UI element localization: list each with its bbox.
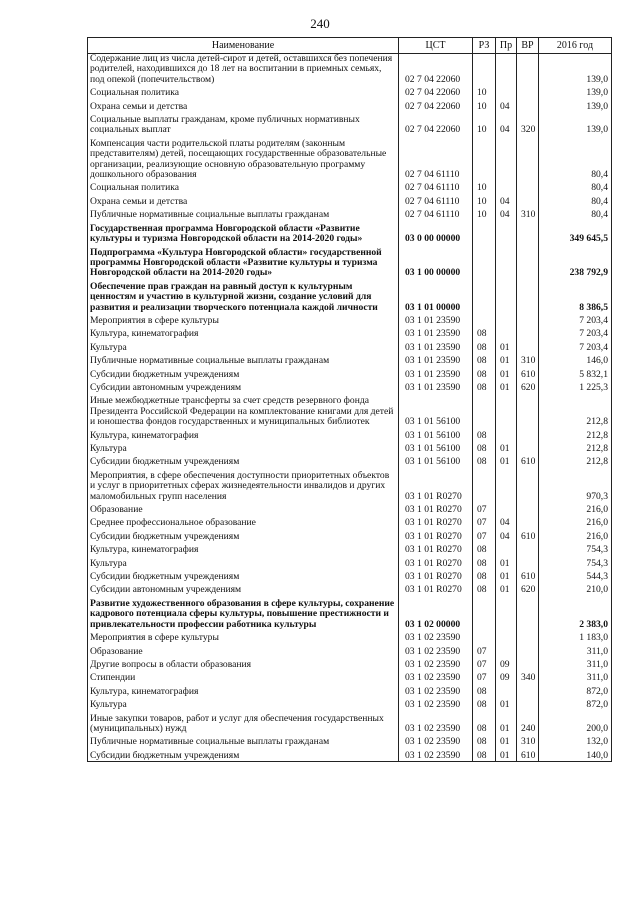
cell-vr bbox=[517, 393, 539, 427]
cell-name: Субсидии автономным учреждениям bbox=[88, 582, 399, 595]
header-pr: Пр bbox=[496, 38, 517, 54]
cell-cst: 03 1 01 R0270 bbox=[399, 542, 473, 555]
table-row bbox=[88, 136, 612, 181]
cell-pr bbox=[496, 542, 517, 555]
cell-pr: 01 bbox=[496, 748, 517, 762]
cell-amount: 139,0 bbox=[539, 54, 612, 86]
cell-amount: 349 645,5 bbox=[539, 221, 612, 245]
cell-rz bbox=[473, 596, 496, 630]
cell-vr: 240 bbox=[517, 711, 539, 735]
cell-cst: 03 1 02 23590 bbox=[399, 630, 473, 643]
cell-amount: 212,8 bbox=[539, 454, 612, 467]
cell-pr: 01 bbox=[496, 340, 517, 353]
cell-rz bbox=[473, 393, 496, 427]
cell-amount: 7 203,4 bbox=[539, 326, 612, 339]
cell-cst: 03 1 01 R0270 bbox=[399, 515, 473, 528]
table-row bbox=[88, 454, 612, 467]
cell-pr: 01 bbox=[496, 454, 517, 467]
cell-amount: 212,8 bbox=[539, 441, 612, 454]
cell-pr bbox=[496, 644, 517, 657]
cell-cst: 03 1 01 56100 bbox=[399, 428, 473, 441]
table-row bbox=[88, 393, 612, 427]
cell-name: Охрана семьи и детства bbox=[88, 99, 399, 112]
cell-vr bbox=[517, 136, 539, 181]
cell-vr bbox=[517, 630, 539, 643]
cell-rz: 08 bbox=[473, 556, 496, 569]
cell-cst: 02 7 04 61110 bbox=[399, 180, 473, 193]
cell-name: Субсидии бюджетным учреждениям bbox=[88, 454, 399, 467]
table-row bbox=[88, 85, 612, 98]
cell-name: Мероприятия, в сфере обеспечения доступности приоритетных объектов и услуг в приоритетных сферах жизнедеятельности инвалидов и других маломобильных групп населения bbox=[88, 468, 399, 502]
table-row bbox=[88, 644, 612, 657]
cell-rz: 08 bbox=[473, 380, 496, 393]
cell-pr bbox=[496, 630, 517, 643]
cell-cst: 03 1 02 23590 bbox=[399, 657, 473, 670]
table-row bbox=[88, 697, 612, 710]
cell-pr: 09 bbox=[496, 670, 517, 683]
cell-vr: 310 bbox=[517, 353, 539, 366]
header-cst: ЦСТ bbox=[399, 38, 473, 54]
cell-cst: 02 7 04 61110 bbox=[399, 207, 473, 220]
cell-name: Культура, кинематография bbox=[88, 326, 399, 339]
cell-amount: 311,0 bbox=[539, 657, 612, 670]
cell-rz: 08 bbox=[473, 454, 496, 467]
cell-vr bbox=[517, 54, 539, 86]
cell-amount: 238 792,9 bbox=[539, 245, 612, 279]
cell-rz: 08 bbox=[473, 684, 496, 697]
cell-name: Государственная программа Новгородской области «Развитие культуры и туризма Новгородской области на 2014-2020 годы» bbox=[88, 221, 399, 245]
cell-cst: 02 7 04 22060 bbox=[399, 54, 473, 86]
table-row bbox=[88, 54, 612, 86]
cell-pr bbox=[496, 313, 517, 326]
cell-amount: 311,0 bbox=[539, 670, 612, 683]
cell-cst: 03 1 00 00000 bbox=[399, 245, 473, 279]
cell-rz: 10 bbox=[473, 180, 496, 193]
cell-name: Субсидии автономным учреждениям bbox=[88, 380, 399, 393]
cell-pr: 01 bbox=[496, 380, 517, 393]
cell-cst: 03 0 00 00000 bbox=[399, 221, 473, 245]
cell-vr bbox=[517, 245, 539, 279]
cell-pr bbox=[496, 245, 517, 279]
table-row bbox=[88, 441, 612, 454]
cell-vr bbox=[517, 596, 539, 630]
header-name: Наименование bbox=[88, 38, 399, 54]
cell-amount: 5 832,1 bbox=[539, 367, 612, 380]
table-row bbox=[88, 556, 612, 569]
cell-pr: 01 bbox=[496, 697, 517, 710]
cell-cst: 03 1 01 23590 bbox=[399, 313, 473, 326]
cell-name: Публичные нормативные социальные выплаты гражданам bbox=[88, 353, 399, 366]
header-vr: ВР bbox=[517, 38, 539, 54]
cell-cst: 03 1 01 56100 bbox=[399, 441, 473, 454]
table-row bbox=[88, 112, 612, 136]
cell-pr: 01 bbox=[496, 556, 517, 569]
page-number: 240 bbox=[310, 16, 330, 31]
cell-cst: 03 1 02 23590 bbox=[399, 644, 473, 657]
cell-rz: 07 bbox=[473, 670, 496, 683]
cell-cst: 03 1 01 56100 bbox=[399, 454, 473, 467]
cell-pr: 04 bbox=[496, 99, 517, 112]
cell-rz: 08 bbox=[473, 711, 496, 735]
cell-rz: 08 bbox=[473, 353, 496, 366]
cell-vr: 610 bbox=[517, 367, 539, 380]
table-row bbox=[88, 380, 612, 393]
cell-amount: 216,0 bbox=[539, 502, 612, 515]
cell-cst: 03 1 01 23590 bbox=[399, 340, 473, 353]
cell-amount: 210,0 bbox=[539, 582, 612, 595]
cell-vr bbox=[517, 313, 539, 326]
cell-cst: 02 7 04 22060 bbox=[399, 112, 473, 136]
cell-pr: 04 bbox=[496, 207, 517, 220]
table-row bbox=[88, 353, 612, 366]
cell-rz: 07 bbox=[473, 529, 496, 542]
cell-name: Развитие художественного образования в сфере культуры, сохранение кадрового потенциала сферы культуры, повышение престижности и привлекательности профессии работника культуры bbox=[88, 596, 399, 630]
cell-vr bbox=[517, 221, 539, 245]
table-row bbox=[88, 428, 612, 441]
cell-pr: 01 bbox=[496, 367, 517, 380]
cell-pr bbox=[496, 393, 517, 427]
cell-rz: 10 bbox=[473, 99, 496, 112]
cell-name: Субсидии бюджетным учреждениям bbox=[88, 569, 399, 582]
cell-vr: 610 bbox=[517, 748, 539, 762]
cell-pr: 04 bbox=[496, 112, 517, 136]
cell-amount: 754,3 bbox=[539, 542, 612, 555]
cell-vr bbox=[517, 684, 539, 697]
cell-name: Субсидии бюджетным учреждениям bbox=[88, 367, 399, 380]
cell-name: Культура, кинематография bbox=[88, 542, 399, 555]
cell-vr bbox=[517, 657, 539, 670]
cell-vr bbox=[517, 99, 539, 112]
table-row bbox=[88, 367, 612, 380]
cell-pr bbox=[496, 326, 517, 339]
cell-amount: 139,0 bbox=[539, 85, 612, 98]
cell-vr bbox=[517, 542, 539, 555]
cell-rz bbox=[473, 468, 496, 502]
table-row bbox=[88, 194, 612, 207]
cell-amount: 212,8 bbox=[539, 428, 612, 441]
cell-name: Культура, кинематография bbox=[88, 684, 399, 697]
cell-rz: 10 bbox=[473, 207, 496, 220]
cell-amount: 1 225,3 bbox=[539, 380, 612, 393]
cell-rz: 08 bbox=[473, 326, 496, 339]
cell-name: Образование bbox=[88, 644, 399, 657]
table-row bbox=[88, 748, 612, 762]
cell-cst: 03 1 02 23590 bbox=[399, 670, 473, 683]
cell-pr: 04 bbox=[496, 515, 517, 528]
cell-name: Социальная политика bbox=[88, 180, 399, 193]
cell-rz: 10 bbox=[473, 85, 496, 98]
cell-name: Среднее профессиональное образование bbox=[88, 515, 399, 528]
cell-amount: 139,0 bbox=[539, 112, 612, 136]
cell-pr bbox=[496, 468, 517, 502]
table-row bbox=[88, 684, 612, 697]
cell-amount: 544,3 bbox=[539, 569, 612, 582]
cell-vr bbox=[517, 468, 539, 502]
budget-table-container bbox=[87, 37, 611, 762]
cell-pr bbox=[496, 136, 517, 181]
cell-pr: 01 bbox=[496, 582, 517, 595]
cell-amount: 140,0 bbox=[539, 748, 612, 762]
cell-cst: 03 1 02 23590 bbox=[399, 684, 473, 697]
cell-cst: 03 1 01 23590 bbox=[399, 353, 473, 366]
cell-amount: 311,0 bbox=[539, 644, 612, 657]
cell-pr: 01 bbox=[496, 569, 517, 582]
cell-name: Культура, кинематография bbox=[88, 428, 399, 441]
cell-rz: 08 bbox=[473, 697, 496, 710]
table-row bbox=[88, 326, 612, 339]
table-row bbox=[88, 711, 612, 735]
cell-vr: 610 bbox=[517, 569, 539, 582]
cell-rz: 08 bbox=[473, 748, 496, 762]
cell-name: Обеспечение прав граждан на равный доступ к культурным ценностям и участию в культурной жизни, создание условий для развития и реализации творческого потенциала каждой личности bbox=[88, 279, 399, 313]
cell-name: Другие вопросы в области образования bbox=[88, 657, 399, 670]
cell-rz bbox=[473, 54, 496, 86]
table-body bbox=[88, 54, 612, 762]
table-row bbox=[88, 99, 612, 112]
cell-cst: 03 1 02 23590 bbox=[399, 711, 473, 735]
cell-pr: 09 bbox=[496, 657, 517, 670]
table-row bbox=[88, 657, 612, 670]
cell-vr bbox=[517, 340, 539, 353]
cell-cst: 03 1 02 23590 bbox=[399, 697, 473, 710]
cell-cst: 03 1 01 00000 bbox=[399, 279, 473, 313]
cell-name: Культура bbox=[88, 556, 399, 569]
table-row bbox=[88, 221, 612, 245]
cell-amount: 146,0 bbox=[539, 353, 612, 366]
table-row bbox=[88, 340, 612, 353]
table-row bbox=[88, 502, 612, 515]
budget-table bbox=[87, 37, 612, 762]
table-row bbox=[88, 279, 612, 313]
table-row bbox=[88, 207, 612, 220]
cell-pr: 01 bbox=[496, 734, 517, 747]
cell-cst: 02 7 04 22060 bbox=[399, 85, 473, 98]
cell-cst: 03 1 02 00000 bbox=[399, 596, 473, 630]
cell-pr bbox=[496, 180, 517, 193]
cell-amount: 872,0 bbox=[539, 684, 612, 697]
cell-vr bbox=[517, 556, 539, 569]
cell-pr bbox=[496, 502, 517, 515]
cell-amount: 80,4 bbox=[539, 207, 612, 220]
cell-rz: 08 bbox=[473, 542, 496, 555]
cell-rz: 08 bbox=[473, 340, 496, 353]
cell-pr bbox=[496, 596, 517, 630]
cell-amount: 8 386,5 bbox=[539, 279, 612, 313]
cell-vr bbox=[517, 502, 539, 515]
cell-vr: 310 bbox=[517, 207, 539, 220]
cell-cst: 03 1 02 23590 bbox=[399, 734, 473, 747]
cell-pr: 04 bbox=[496, 529, 517, 542]
cell-name: Социальные выплаты гражданам, кроме публичных нормативных социальных выплат bbox=[88, 112, 399, 136]
cell-pr bbox=[496, 54, 517, 86]
table-row bbox=[88, 670, 612, 683]
cell-amount: 212,8 bbox=[539, 393, 612, 427]
cell-vr bbox=[517, 697, 539, 710]
cell-rz: 10 bbox=[473, 112, 496, 136]
cell-vr bbox=[517, 515, 539, 528]
table-row bbox=[88, 582, 612, 595]
cell-cst: 03 1 02 23590 bbox=[399, 748, 473, 762]
cell-name: Иные закупки товаров, работ и услуг для обеспечения государственных (муниципальных) нужд bbox=[88, 711, 399, 735]
cell-cst: 02 7 04 61110 bbox=[399, 136, 473, 181]
cell-cst: 03 1 01 23590 bbox=[399, 367, 473, 380]
cell-rz: 07 bbox=[473, 644, 496, 657]
cell-rz: 08 bbox=[473, 569, 496, 582]
cell-name: Компенсация части родительской платы родителям (законным представителям) детей, посещающих государственные образовательные организации, реализующие основную образовательную программу дошкольного образования bbox=[88, 136, 399, 181]
cell-cst: 02 7 04 22060 bbox=[399, 99, 473, 112]
cell-amount: 7 203,4 bbox=[539, 313, 612, 326]
cell-name: Подпрограмма «Культура Новгородской области» государственной программы Новгородской области «Развитие культуры и туризма Новгородской области на 2014-2020 годы» bbox=[88, 245, 399, 279]
cell-amount: 80,4 bbox=[539, 180, 612, 193]
cell-name: Субсидии бюджетным учреждениям bbox=[88, 529, 399, 542]
cell-pr: 01 bbox=[496, 441, 517, 454]
cell-rz: 08 bbox=[473, 428, 496, 441]
cell-cst: 03 1 01 R0270 bbox=[399, 569, 473, 582]
cell-cst: 03 1 01 56100 bbox=[399, 393, 473, 427]
cell-name: Субсидии бюджетным учреждениям bbox=[88, 748, 399, 762]
cell-name: Социальная политика bbox=[88, 85, 399, 98]
table-row bbox=[88, 630, 612, 643]
cell-vr bbox=[517, 180, 539, 193]
cell-rz bbox=[473, 313, 496, 326]
cell-name: Культура bbox=[88, 697, 399, 710]
cell-amount: 1 183,0 bbox=[539, 630, 612, 643]
cell-vr: 620 bbox=[517, 582, 539, 595]
cell-amount: 139,0 bbox=[539, 99, 612, 112]
cell-amount: 200,0 bbox=[539, 711, 612, 735]
cell-rz bbox=[473, 221, 496, 245]
table-row bbox=[88, 468, 612, 502]
cell-cst: 03 1 01 R0270 bbox=[399, 468, 473, 502]
cell-vr bbox=[517, 194, 539, 207]
cell-vr bbox=[517, 279, 539, 313]
cell-cst: 03 1 01 R0270 bbox=[399, 556, 473, 569]
cell-pr bbox=[496, 684, 517, 697]
cell-rz: 07 bbox=[473, 502, 496, 515]
table-row bbox=[88, 734, 612, 747]
cell-pr bbox=[496, 279, 517, 313]
table-row bbox=[88, 569, 612, 582]
cell-cst: 03 1 01 R0270 bbox=[399, 529, 473, 542]
cell-name: Культура bbox=[88, 340, 399, 353]
cell-cst: 02 7 04 61110 bbox=[399, 194, 473, 207]
cell-vr: 610 bbox=[517, 454, 539, 467]
table-row bbox=[88, 542, 612, 555]
cell-amount: 970,3 bbox=[539, 468, 612, 502]
cell-pr bbox=[496, 85, 517, 98]
cell-rz: 07 bbox=[473, 657, 496, 670]
cell-rz bbox=[473, 136, 496, 181]
cell-cst: 03 1 01 R0270 bbox=[399, 502, 473, 515]
cell-name: Публичные нормативные социальные выплаты гражданам bbox=[88, 207, 399, 220]
cell-rz bbox=[473, 630, 496, 643]
cell-cst: 03 1 01 23590 bbox=[399, 326, 473, 339]
cell-pr: 01 bbox=[496, 353, 517, 366]
cell-rz: 08 bbox=[473, 441, 496, 454]
cell-name: Мероприятия в сфере культуры bbox=[88, 313, 399, 326]
cell-name: Стипендии bbox=[88, 670, 399, 683]
cell-name: Публичные нормативные социальные выплаты гражданам bbox=[88, 734, 399, 747]
cell-vr bbox=[517, 441, 539, 454]
cell-pr: 01 bbox=[496, 711, 517, 735]
table-header bbox=[88, 38, 612, 54]
cell-vr bbox=[517, 85, 539, 98]
cell-amount: 80,4 bbox=[539, 194, 612, 207]
cell-rz: 08 bbox=[473, 734, 496, 747]
table-row bbox=[88, 529, 612, 542]
cell-cst: 03 1 01 R0270 bbox=[399, 582, 473, 595]
cell-amount: 216,0 bbox=[539, 515, 612, 528]
table-row bbox=[88, 180, 612, 193]
cell-vr: 310 bbox=[517, 734, 539, 747]
cell-amount: 80,4 bbox=[539, 136, 612, 181]
table-row bbox=[88, 313, 612, 326]
cell-rz: 07 bbox=[473, 515, 496, 528]
cell-amount: 872,0 bbox=[539, 697, 612, 710]
cell-amount: 216,0 bbox=[539, 529, 612, 542]
cell-amount: 132,0 bbox=[539, 734, 612, 747]
cell-pr bbox=[496, 221, 517, 245]
cell-cst: 03 1 01 23590 bbox=[399, 380, 473, 393]
cell-rz bbox=[473, 245, 496, 279]
cell-name: Охрана семьи и детства bbox=[88, 194, 399, 207]
cell-amount: 7 203,4 bbox=[539, 340, 612, 353]
cell-amount: 2 383,0 bbox=[539, 596, 612, 630]
cell-pr bbox=[496, 428, 517, 441]
cell-name: Содержание лиц из числа детей-сирот и детей, оставшихся без попечения родителей, находившихся до 18 лет на воспитании в приемных семьях, под опекой (попечительством) bbox=[88, 54, 399, 86]
cell-vr: 320 bbox=[517, 112, 539, 136]
header-rz: РЗ bbox=[473, 38, 496, 54]
table-row bbox=[88, 596, 612, 630]
cell-rz bbox=[473, 279, 496, 313]
cell-name: Иные межбюджетные трансферты за счет средств резервного фонда Президента Российской Федерации на комплектование книгами для детей и юношества фондов государственных и муниципальных библиотек bbox=[88, 393, 399, 427]
table-row bbox=[88, 245, 612, 279]
cell-vr: 610 bbox=[517, 529, 539, 542]
cell-pr: 04 bbox=[496, 194, 517, 207]
cell-name: Культура bbox=[88, 441, 399, 454]
table-row bbox=[88, 515, 612, 528]
cell-vr: 340 bbox=[517, 670, 539, 683]
cell-vr bbox=[517, 428, 539, 441]
cell-amount: 754,3 bbox=[539, 556, 612, 569]
cell-vr: 620 bbox=[517, 380, 539, 393]
cell-name: Образование bbox=[88, 502, 399, 515]
cell-name: Мероприятия в сфере культуры bbox=[88, 630, 399, 643]
cell-rz: 08 bbox=[473, 367, 496, 380]
cell-vr bbox=[517, 326, 539, 339]
cell-vr bbox=[517, 644, 539, 657]
header-year: 2016 год bbox=[539, 38, 612, 54]
cell-rz: 08 bbox=[473, 582, 496, 595]
cell-rz: 10 bbox=[473, 194, 496, 207]
